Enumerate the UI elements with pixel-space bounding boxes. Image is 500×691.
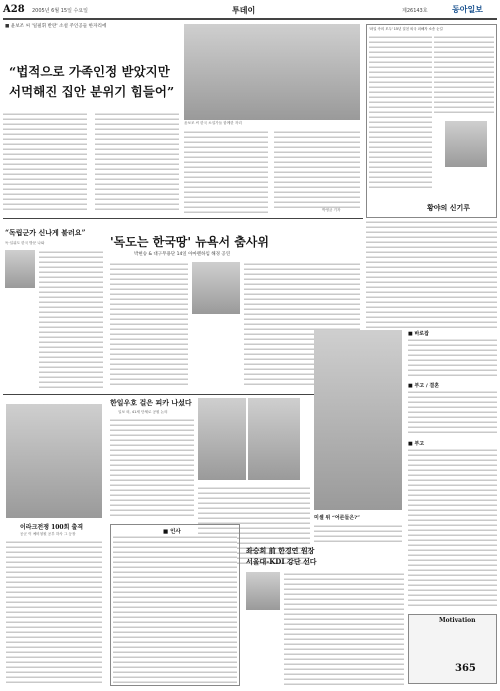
sidebar [408, 330, 497, 686]
right-top-subhead: 황야의 신기루 [427, 203, 471, 212]
feature-body-col1 [110, 262, 188, 388]
bottom-subhead: 서울대-KDI 강단 선다 [246, 557, 317, 566]
center-right-block [312, 330, 404, 544]
pilot-body [6, 540, 102, 686]
pilot-photo [6, 404, 102, 518]
bottom-headline: 좌승희 前 한경연 원장 [246, 546, 315, 555]
main-kicker: ■ 윤보조 씨 '일필휘 반란' 소설 주인공들 한자리에 [5, 24, 107, 29]
right-top-col2 [434, 35, 494, 115]
page-header [0, 4, 500, 18]
main-body-col3 [184, 130, 268, 214]
inset-body [113, 535, 237, 683]
mid-photo-1 [198, 398, 246, 480]
column-subtitle: 독·일위도 한국 방문 나와 [5, 241, 45, 245]
sidebar-section-2: ■ 부고 / 결혼 [408, 383, 440, 389]
inset-title: ■ 인사 [163, 529, 181, 535]
masthead-logo: 동아일보 [452, 4, 483, 14]
right-top-photo [445, 121, 487, 167]
ad-label: Motivation [439, 617, 476, 624]
main-body-col2 [95, 112, 179, 210]
right-top-col1 [369, 35, 432, 189]
korea-body [110, 418, 194, 518]
ad-number: 365 [455, 663, 476, 674]
column-photo [5, 250, 35, 288]
main-body-col1 [3, 112, 87, 210]
main-photo [184, 24, 360, 120]
divider-1 [3, 218, 363, 219]
sidebar-body-1 [408, 338, 497, 378]
column-title: “독립군가 신나게 불러요” [5, 228, 86, 237]
main-headline-line2: 서먹해진 집안 분위기 힘들어” [9, 84, 175, 99]
korea-subhead: 일보 외, 41세 단체로 공원 논의 [118, 410, 168, 414]
bottom-portrait [246, 572, 280, 610]
right-story-body [366, 220, 497, 328]
section-title: 투데이 [232, 5, 256, 15]
sidebar-body-2 [408, 390, 497, 436]
column-body [39, 250, 103, 388]
sidebar-ad [408, 614, 497, 684]
right-top-box [366, 24, 497, 218]
pilot-subcaption: 공군 이 예비청원 공부 하사 그 등장 [20, 532, 76, 536]
main-byline: 박영균 기자 [322, 208, 341, 212]
feature-subhead: 박현승 & 대구무용단 14일 아마렌하임 해경 공연 [134, 252, 231, 257]
column-story [3, 224, 103, 392]
sidebar-body-3 [408, 448, 497, 608]
feature-portrait [192, 262, 240, 314]
issue-date: 2005년 6월 15일 수요일 [32, 8, 89, 14]
header-rule [3, 18, 497, 20]
main-body-col4 [274, 130, 360, 208]
standing-woman-photo [314, 330, 402, 510]
sidebar-section-1: ■ 바로잡 [408, 331, 429, 337]
issue-number: 제26143호 [402, 8, 428, 14]
right-top-kicker: '파일 속의 모두' 15년 걸친 외국 피해자 소송 눈길 [369, 27, 443, 31]
bottom-body [284, 572, 404, 686]
main-story [3, 24, 181, 214]
mid-photo-2 [248, 398, 300, 480]
divider-2 [3, 394, 363, 395]
page-number: A28 [3, 4, 25, 15]
main-photo-caption: 윤보조 씨 한국 소설가들 함께한 자리 [184, 121, 242, 125]
korea-headline: 한일우호 걸은 피카 나섰다 [110, 398, 192, 407]
main-headline-line1: “법적으로 가족인정 받았지만 [9, 64, 170, 79]
standing-woman-body [314, 524, 402, 544]
sidebar-section-3: ■ 부고 [408, 441, 425, 447]
pilot-caption: 이라크전쟁 100회 출격 [20, 524, 84, 531]
standing-woman-caption: 미셸 위 “어른들은?” [314, 515, 360, 521]
inset-box [110, 524, 240, 686]
feature-headline: '독도는 한국땅' 뉴욕서 춤사위 [110, 235, 269, 249]
